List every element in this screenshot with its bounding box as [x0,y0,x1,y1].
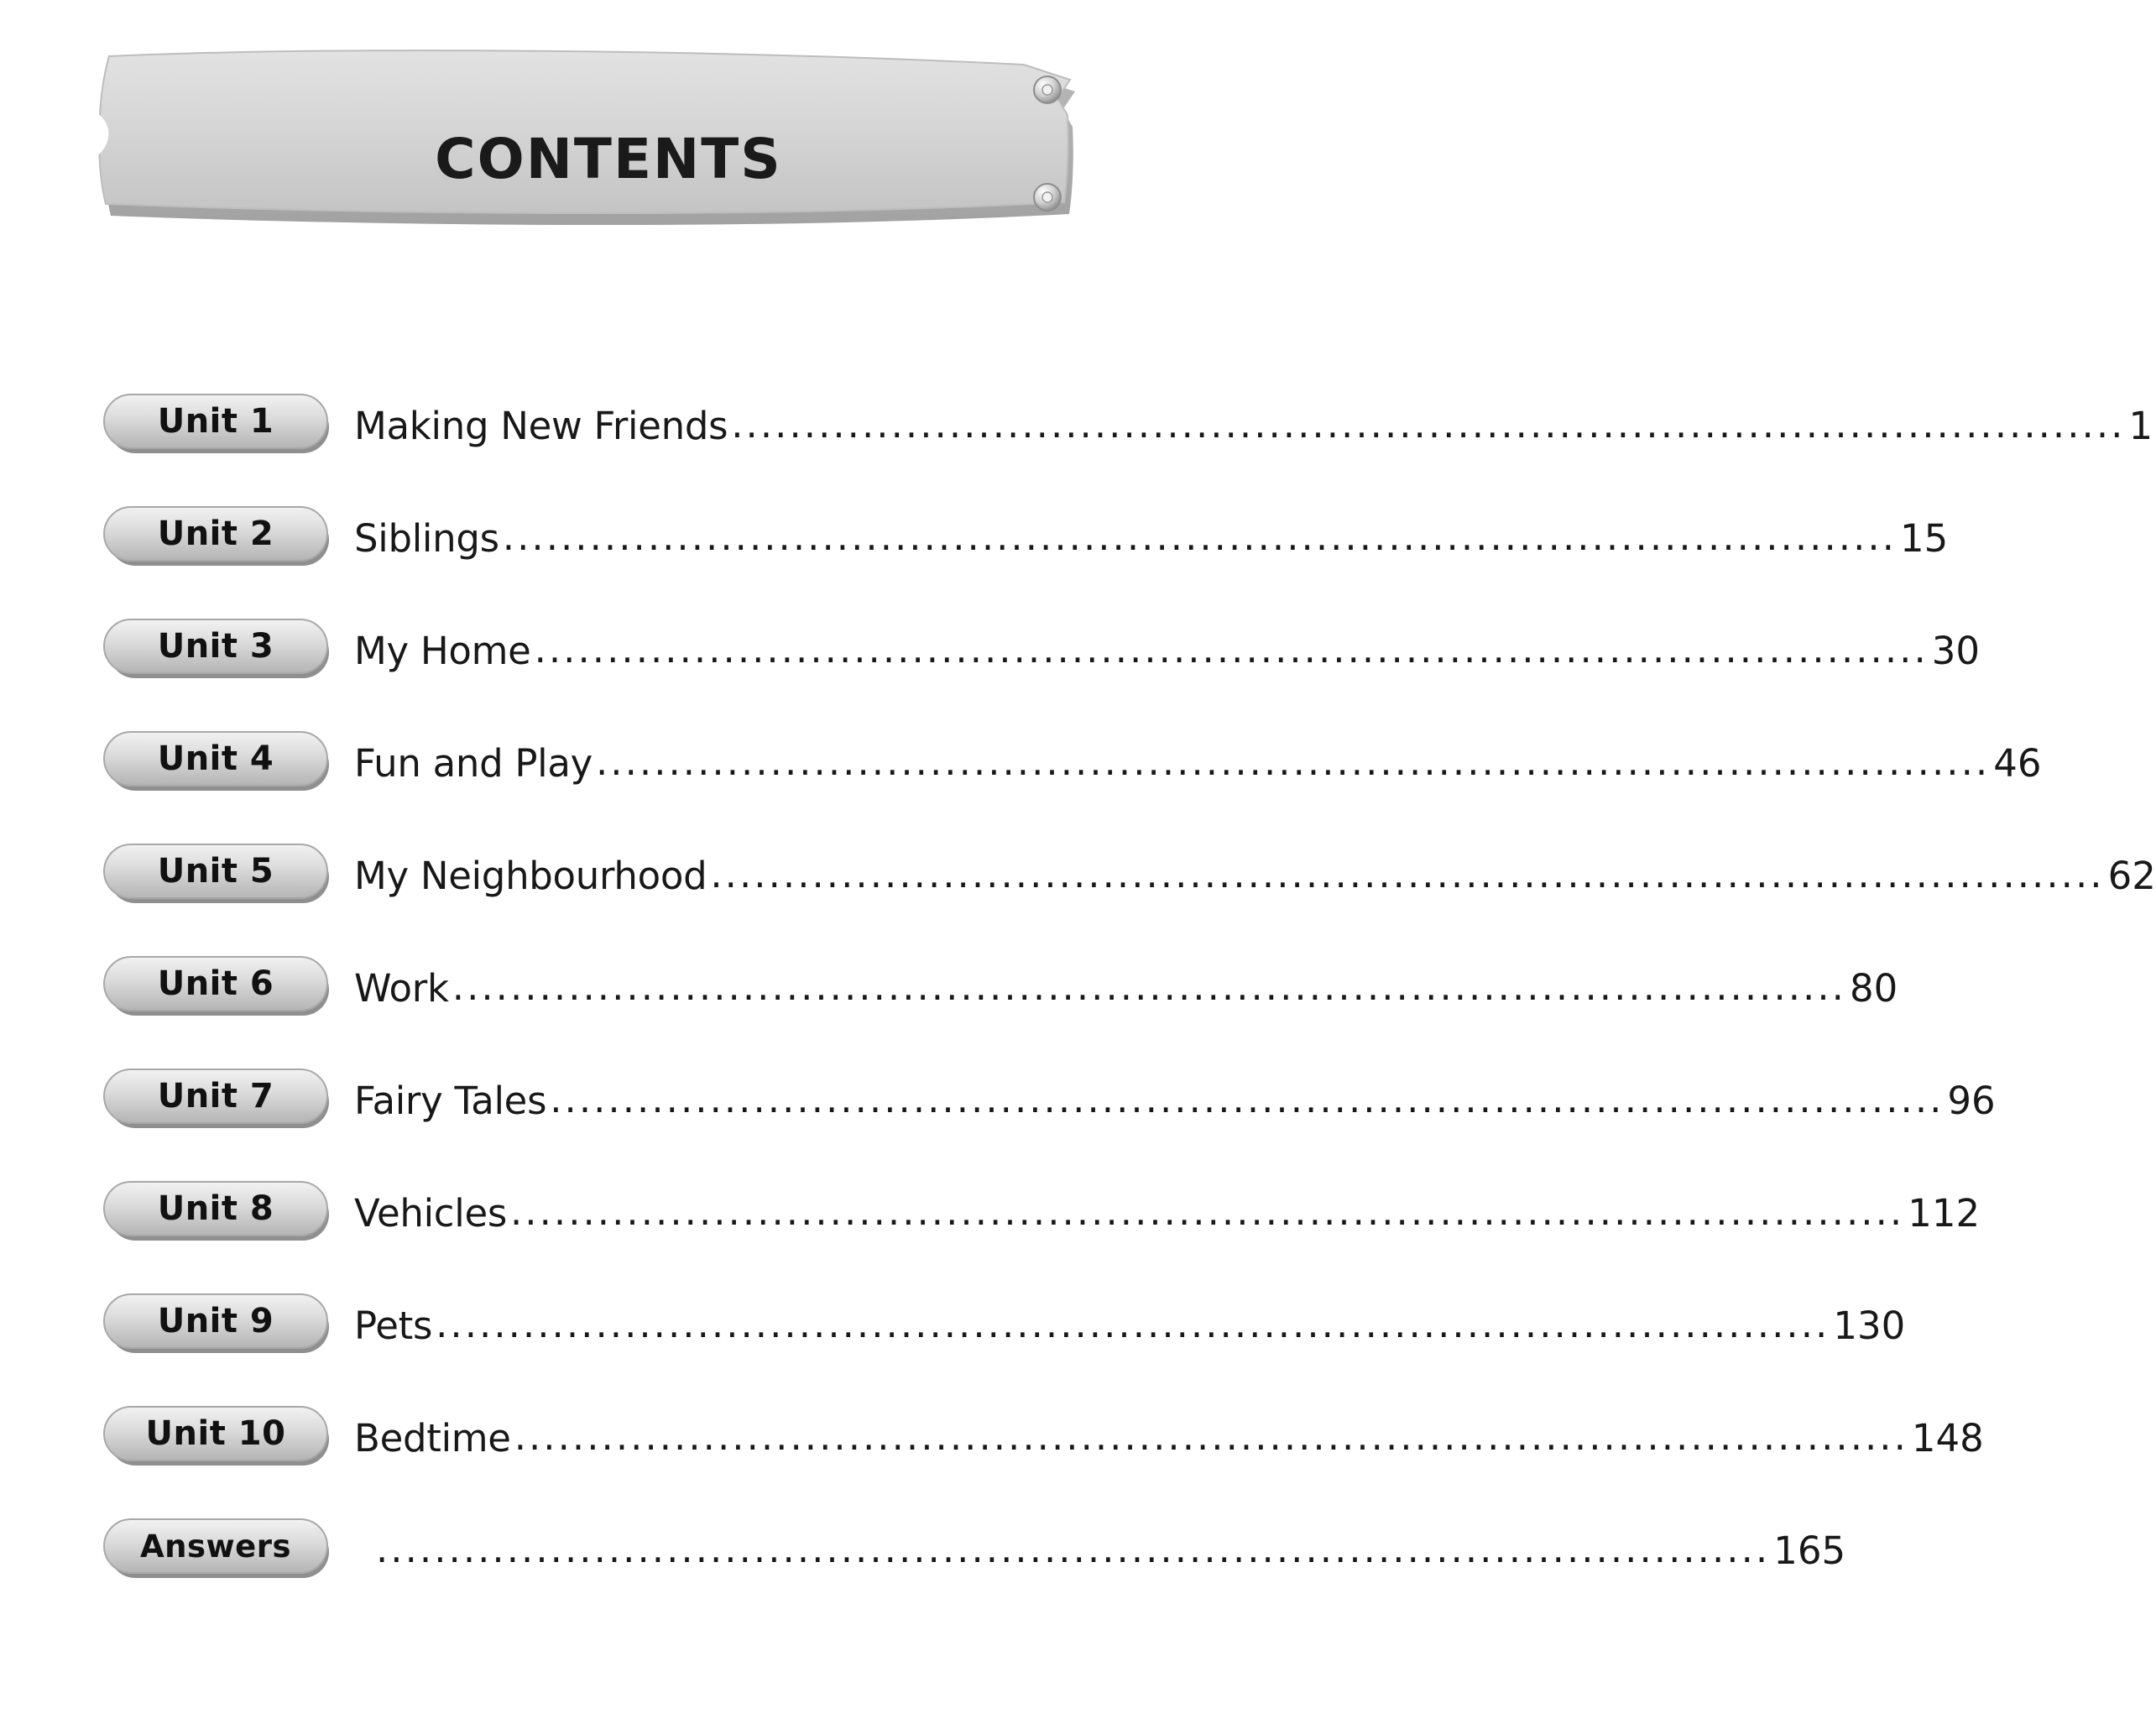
list-item[interactable] [0,707,2042,819]
unit-badge [102,1405,346,1471]
list-item[interactable] [0,1269,1906,1382]
unit-badge-label: Unit 7 [157,1077,274,1116]
entry-page-number: 30 [1931,628,1981,673]
entry-page-number: 148 [1911,1415,1984,1460]
dot-leader: ................................................................................................ [376,1526,1771,1571]
unit-badge [102,505,346,571]
dot-leader: ................................................................................................ [731,401,2126,447]
unit-badge [102,618,346,683]
unit-badge-label: Unit 6 [157,964,274,1003]
dot-leader: ................................................................................................ [710,851,2105,896]
dot-leader: ................................................................................................ [595,739,1991,784]
entry-title: Fairy Tales [354,1078,547,1123]
dot-leader: ................................................................................................ [502,514,1897,559]
entry-title: Making New Friends [354,403,728,448]
unit-badge [102,393,346,458]
list-item[interactable] [0,1157,1981,1269]
contents-banner [84,46,1175,239]
entry-page-number: 96 [1947,1078,1996,1123]
unit-badge-label: Unit 1 [157,402,274,441]
list-item[interactable] [0,1044,1996,1157]
entry-title: My Neighbourhood [354,853,707,898]
unit-badge-label: Unit 5 [157,852,274,891]
unit-badge-label: Unit 10 [145,1414,286,1453]
entry-title: Work [354,965,449,1011]
unit-badge-label: Unit 9 [157,1302,274,1340]
entry-page-number: 80 [1849,965,1898,1011]
entry-page-number: 46 [1993,740,2042,786]
unit-badge-label: Unit 3 [157,627,274,666]
entry-page-number: 15 [1899,515,1949,561]
unit-badge-label: Unit 4 [157,739,274,778]
unit-badge [102,1293,346,1358]
page-title: CONTENTS [435,127,782,191]
unit-badge [102,1068,346,1133]
dot-leader: ................................................................................................ [509,1189,1905,1234]
dot-leader: ................................................................................................ [550,1076,1945,1121]
answers-badge-label: Answers [139,1528,292,1565]
unit-badge-label: Unit 8 [157,1189,274,1228]
entry-page-number: 130 [1833,1303,1906,1348]
list-item[interactable] [0,932,1898,1044]
unit-badge [102,1180,346,1246]
list-item[interactable] [0,1382,1984,1494]
dot-leader: ................................................................................................ [514,1413,1908,1459]
entry-page-number: 165 [1773,1528,1846,1573]
list-item[interactable] [0,1494,1846,1607]
dot-leader: ................................................................................................ [534,626,1929,671]
list-item[interactable] [0,369,2153,482]
unit-badge [102,730,346,796]
entry-page-number: 112 [1908,1190,1981,1236]
entry-title: Fun and Play [354,740,593,786]
answers-badge [102,1518,346,1583]
entry-title: Pets [354,1303,433,1348]
unit-badge [102,843,346,908]
list-item[interactable] [0,819,2156,932]
entry-title: My Home [354,628,531,673]
entry-page-number: 1 [2128,403,2153,448]
table-of-contents [0,369,2156,1607]
dot-leader: ................................................................................................ [452,964,1846,1009]
list-item[interactable] [0,482,1949,594]
dot-leader: ................................................................................................ [436,1301,1830,1346]
entry-page-number: 62 [2107,853,2156,898]
entry-title: Siblings [354,515,499,561]
entry-title: Bedtime [354,1415,511,1460]
unit-badge-label: Unit 2 [157,515,274,553]
list-item[interactable] [0,594,1981,707]
entry-title: Vehicles [354,1190,507,1236]
unit-badge [102,955,346,1021]
